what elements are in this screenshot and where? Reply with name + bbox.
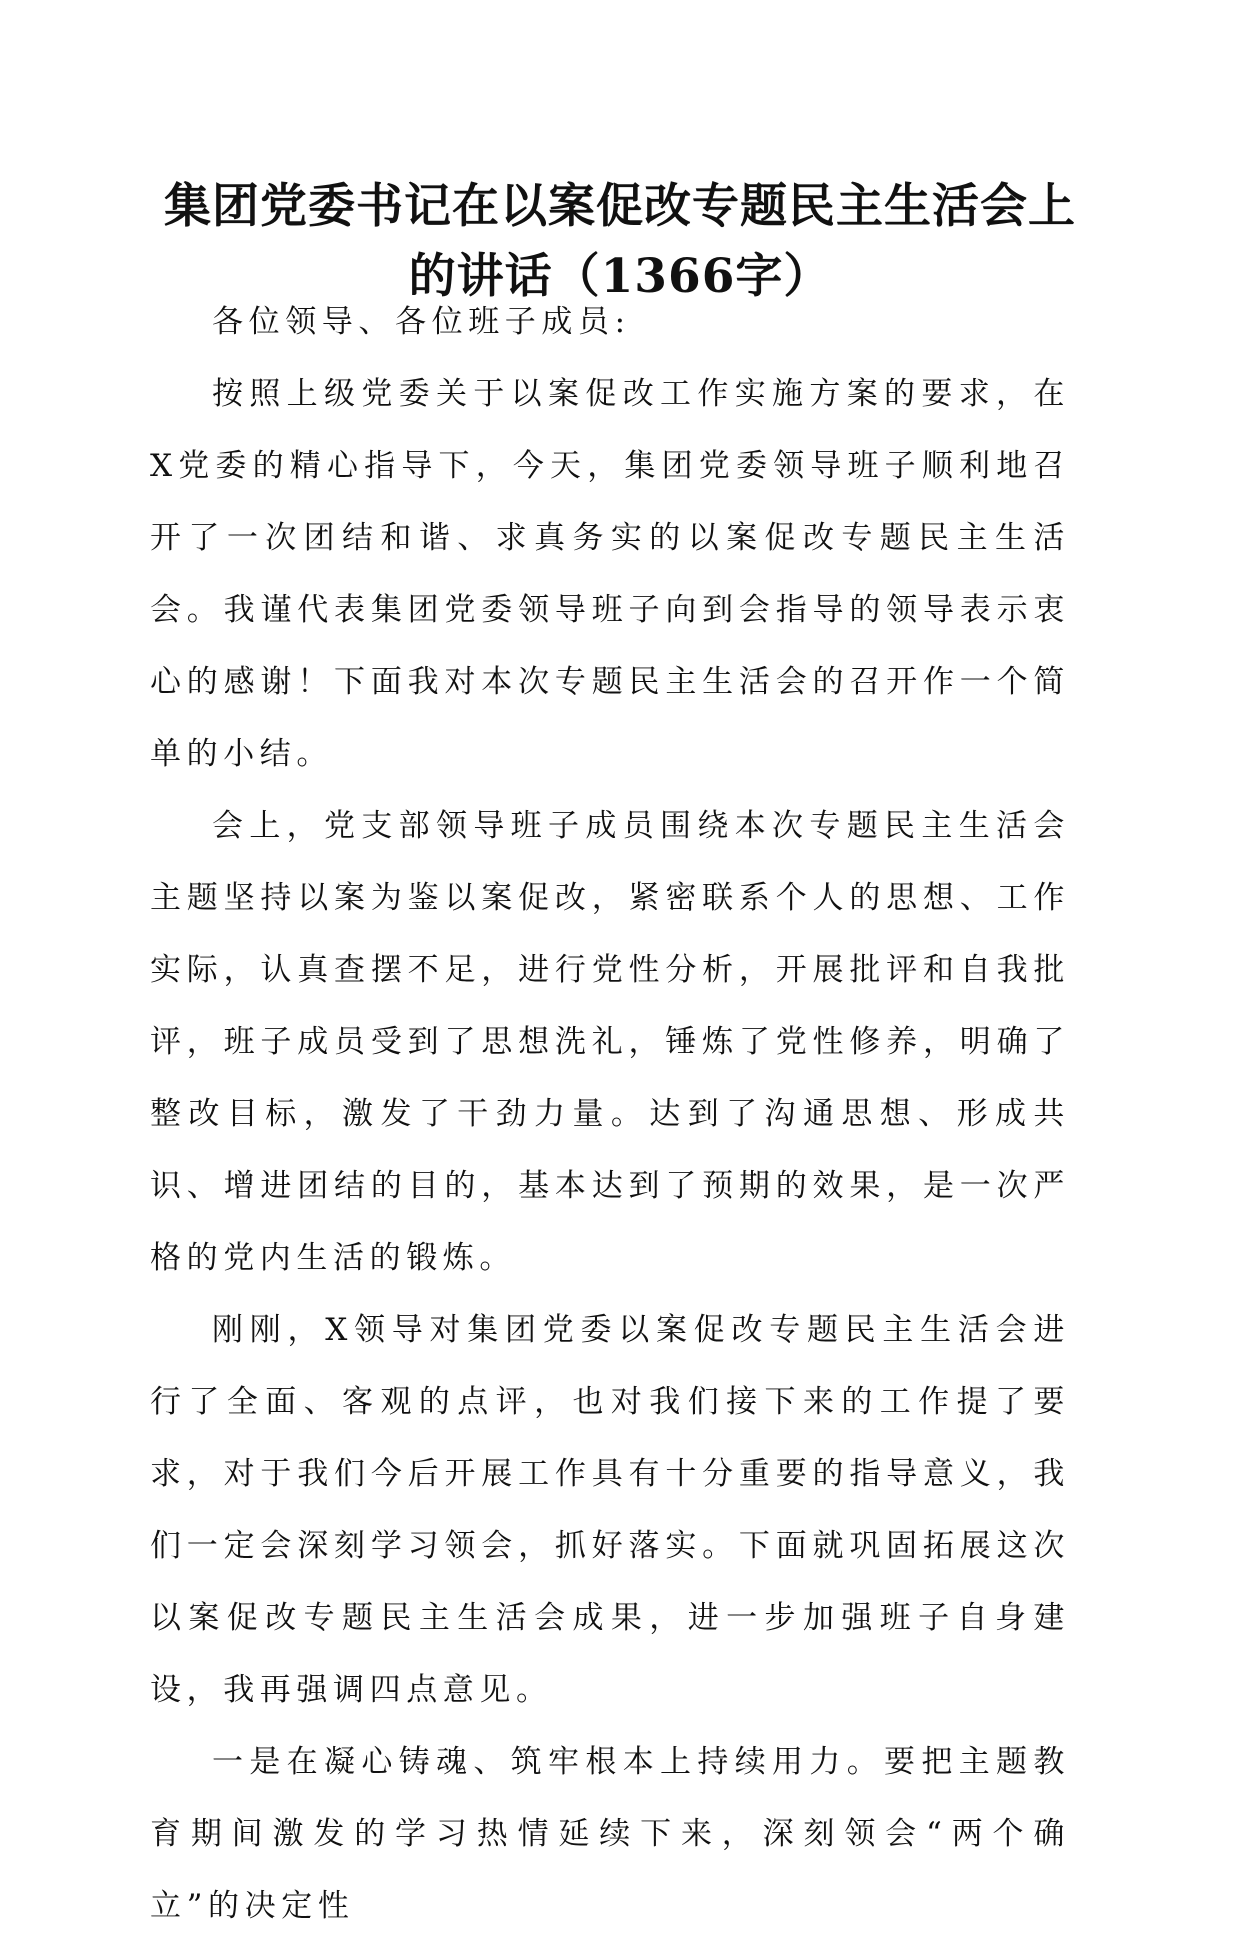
paragraph-4: 一是在凝心铸魂、筑牢根本上持续用力。要把主题教育期间激发的学习热情延续下来，深刻领会“两个确立”的决定性 <box>150 1744 1070 1924</box>
paragraph-2: 会上，党支部领导班子成员围绕本次专题民主生活会主题坚持以案为鉴以案促改，紧密联系个人的思想、工作实际，认真查摆不足，进行党性分析，开展批评和自我批评，班子成员受到了思想洗礼，锤炼了党性修养，明确了整改目标，激发了干劲力量。达到了沟通思想、形成共识、增进团结的目的，基本达到了预期的效果，是一次严格的党内生活的锻炼。 <box>150 808 1070 1276</box>
paragraph-1: 按照上级党委关于以案促改工作实施方案的要求，在X党委的精心指导下，今天，集团党委领导班子顺利地召开了一次团结和谐、求真务实的以案促改专题民主生活会。我谨代表集团党委领导班子向到会指导的领导表示衷心的感谢！下面我对本次专题民主生活会的召开作一个简单的小结。 <box>150 376 1070 772</box>
salutation: 各位领导、各位班子成员: <box>212 304 631 340</box>
document-title: 集团党委书记在以案促改专题民主生活会上的讲话（1366字） <box>164 179 1076 304</box>
document-body <box>150 286 1070 1942</box>
paragraph-3: 刚刚，X领导对集团党委以案促改专题民主生活会进行了全面、客观的点评，也对我们接下来的工作提了要求，对于我们今后开展工作具有十分重要的指导意义，我们一定会深刻学习领会，抓好落实。下面就巩固拓展这次以案促改专题民主生活会成果，进一步加强班子自身建设，我再强调四点意见。 <box>150 1312 1070 1708</box>
